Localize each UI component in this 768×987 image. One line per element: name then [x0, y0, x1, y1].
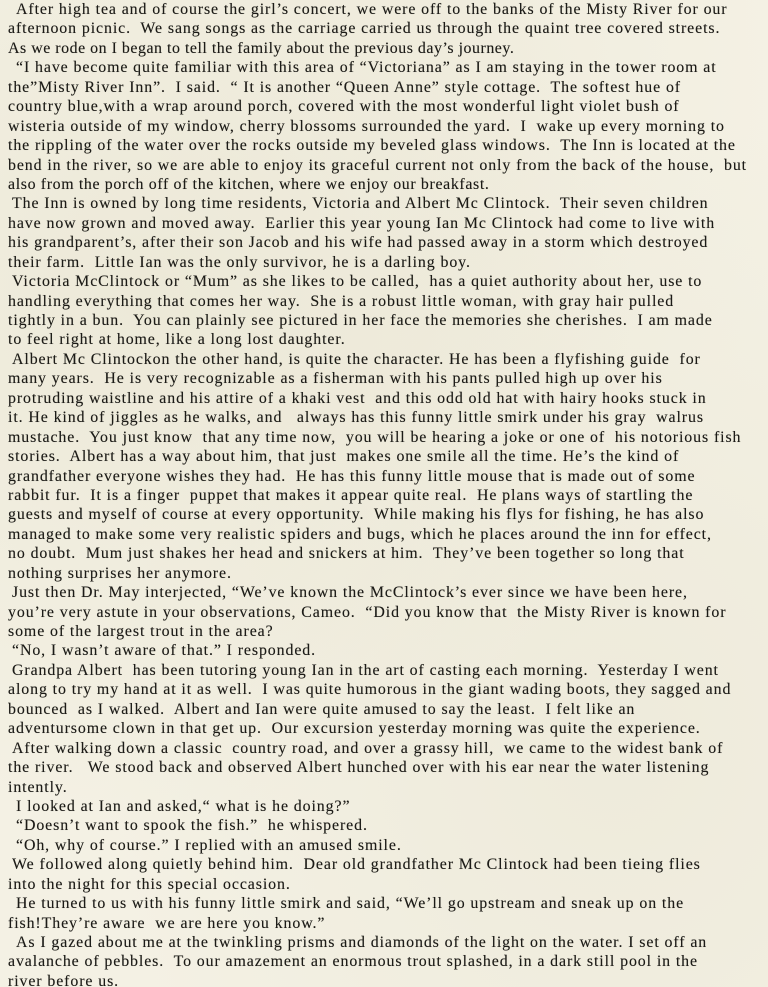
- text-line: After high tea and of course the girl’s concert, we were off to the banks of the Misty River for our: [16, 1, 728, 18]
- text-line: to feel right at home, like a long lost daughter.: [8, 331, 346, 349]
- text-line: After walking down a classic country road, and over a grassy hill, we came to the widest bank of: [12, 739, 724, 757]
- text-line: it. He kind of jiggles as he walks, and always has this funny little smirk under his gray walrus: [8, 409, 704, 427]
- text-line: protruding waistline and his attire of a khaki vest and this odd old hat with hairy hooks stuck in: [8, 389, 707, 407]
- text-line: fish!They’re aware we are here you know.”: [8, 914, 326, 932]
- text-line: Grandpa Albert has been tutoring young Ian in the art of casting each morning. Yesterday I went: [12, 661, 719, 679]
- text-line: you’re very astute in your observations, Cameo. “Did you know that the Misty River is known for: [8, 603, 727, 621]
- text-line: stories. Albert has a way about him, that just makes one smile all the time. He’s the kind of: [8, 448, 680, 466]
- text-line: The Inn is owned by long time residents, Victoria and Albert Mc Clintock. Their seven children: [12, 195, 709, 213]
- text-line: bend in the river, so we are able to enjoy its graceful current not only from the back of the house, but: [8, 156, 747, 174]
- story-text: [8, 0, 768, 987]
- text-line: into the night for this special occasion.: [8, 875, 291, 893]
- text-line: country blue,with a wrap around porch, covered with the most wonderful light violet bush of: [8, 98, 680, 116]
- text-line: his grandparent’s, after their son Jacob and his wife had passed away in a storm which destroyed: [8, 234, 709, 252]
- text-line: afternoon picnic. We sang songs as the carriage carried us through the quaint tree covered streets.: [8, 20, 721, 38]
- text-line: Victoria McClintock or “Mum” as she likes to be called, has a quiet authority about her, use to: [12, 273, 703, 291]
- text-line: also from the porch off of the kitchen, where we enjoy our breakfast.: [8, 175, 490, 193]
- text-line: “No, I wasn’t aware of that.” I responded.: [12, 642, 317, 660]
- text-line: along to try my hand at it as well. I was quite humorous in the giant wading boots, they sagged and: [8, 681, 732, 699]
- text-line: have now grown and moved away. Earlier this year young Ian Mc Clintock had come to live with: [8, 214, 716, 232]
- text-line: nothing surprises her anymore.: [8, 564, 232, 582]
- text-line: some of the largest trout in the area?: [8, 623, 274, 640]
- text-line: mustache. You just know that any time now, you will be hearing a joke or one of his notorious fish: [8, 428, 742, 446]
- text-line: intently.: [8, 778, 68, 796]
- document-page: [8, 0, 768, 987]
- text-line: As I gazed about me at the twinkling prisms and diamonds of the light on the water. I set off an: [16, 934, 708, 951]
- text-line: no doubt. Mum just shakes her head and snickers at him. They’ve been together so long that: [8, 545, 685, 563]
- text-line: rabbit fur. It is a finger puppet that makes it appear quite real. He plans ways of startling the: [8, 486, 694, 504]
- text-line: He turned to us with his funny little smirk and said, “We’ll go upstream and sneak up on the: [16, 895, 685, 913]
- text-line: the river. We stood back and observed Albert hunched over with his ear near the water listening: [8, 759, 710, 777]
- text-line: Just then Dr. May interjected, “We’ve known the McClintock’s ever since we have been here,: [12, 584, 688, 602]
- text-line: managed to make some very realistic spiders and bugs, which he places around the inn for effect,: [8, 525, 712, 543]
- text-line: We followed along quietly behind him. Dear old grandfather Mc Clintock had been tieing flies: [12, 856, 701, 874]
- text-line: the”Misty River Inn”. I said. “ It is another “Queen Anne” style cottage. The softest hue of: [8, 78, 681, 96]
- text-line: guests and myself of course at every opportunity. While making his flys for fishing, he has also: [8, 506, 705, 524]
- text-line: their farm. Little Ian was the only survivor, he is a darling boy.: [8, 253, 471, 271]
- text-line: As we rode on I began to tell the family about the previous day’s journey.: [8, 39, 515, 57]
- text-line: “I have become quite familiar with this area of “Victoriana” as I am staying in the tower room at: [16, 59, 717, 77]
- text-line: river before us.: [8, 972, 120, 987]
- text-line: wisteria outside of my window, cherry blossoms surrounded the yard. I wake up every morning to: [8, 117, 725, 135]
- text-line: many years. He is very recognizable as a fisherman with his pants pulled high up over his: [8, 370, 663, 388]
- text-line: “Oh, why of course.” I replied with an amused smile.: [16, 836, 402, 854]
- text-line: handling everything that comes her way. She is a robust little woman, with gray hair pulled: [8, 292, 675, 310]
- text-line: grandfather everyone wishes they had. He has this funny little mouse that is made out of some: [8, 467, 696, 485]
- text-line: Albert Mc Clintockon the other hand, is quite the character. He has been a flyfishing guide for: [12, 350, 701, 368]
- text-line: adventursome clown in that get up. Our excursion yesterday morning was quite the experience.: [8, 720, 701, 738]
- text-line: “Doesn’t want to spook the fish.” he whispered.: [16, 817, 368, 835]
- text-line: bounced as I walked. Albert and Ian were quite amused to say the least. I felt like an: [8, 700, 636, 718]
- text-line: the rippling of the water over the rocks outside my beveled glass windows. The Inn is located at the: [8, 137, 736, 155]
- text-line: avalanche of pebbles. To our amazement an enormous trout splashed, in a dark still pool in the: [8, 953, 698, 971]
- text-line: tightly in a bun. You can plainly see pictured in her face the memories she cherishes. I am made: [8, 312, 713, 329]
- text-line: I looked at Ian and asked,“ what is he doing?”: [16, 797, 351, 815]
